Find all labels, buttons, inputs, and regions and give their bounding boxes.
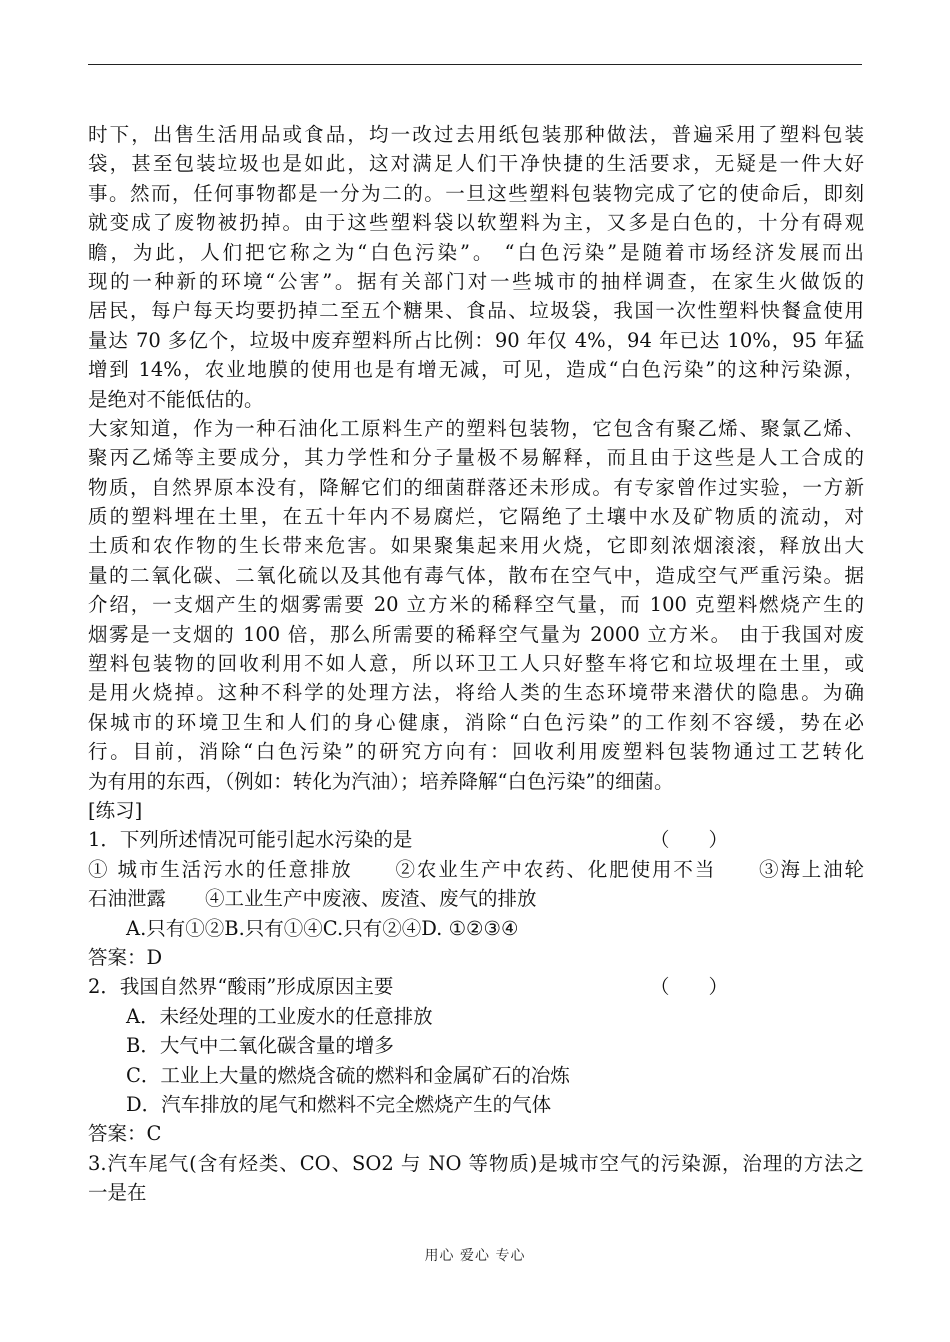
paragraph-white-pollution-intro [88, 120, 864, 414]
page-footer: 用心 爱心 专心 [424, 1248, 526, 1264]
question-stem: 1．下列所述情况可能引起水污染的是 [88, 828, 413, 852]
paragraph-plastic-hazards [88, 414, 864, 796]
paragraph-line: 行。目前，消除“白色污染”的研究方向有：回收利用废塑料包装物通过工艺转化 [88, 740, 864, 764]
paragraph-line: 居民，每户每天均要扔掉二至五个糖果、食品、垃圾袋，我国一次性塑料快餐盒使用 [88, 299, 864, 323]
paragraph-line: 介绍，一支烟产生的烟雾需要 20 立方米的稀释空气量，而 100 克塑料燃烧产生的 [88, 593, 864, 617]
paragraph-line: 烟雾是一支烟的 100 倍，那么所需要的稀释空气量为 2000 立方米。 由于我国对废 [88, 622, 864, 646]
question-answer: 答案：D [88, 945, 163, 969]
question-stem-line [88, 825, 864, 854]
question-2 [88, 972, 864, 1148]
paragraph-line: 是绝对不能低估的。 [88, 387, 264, 411]
document-body [88, 120, 864, 1207]
paragraph-line: 量的二氧化碳、二氧化硫以及其他有毒气体，散布在空气中，造成空气严重污染。据 [88, 563, 864, 587]
paragraph-line: 是用火烧掉。这种不科学的处理方法，将给人类的生态环境带来潜伏的隐患。为确 [88, 681, 864, 705]
answer-blank: （ ） [649, 975, 728, 999]
paragraph-line: 保城市的环境卫生和人们的身心健康，消除“白色污染”的工作刻不容缓，势在必 [88, 710, 864, 734]
question-option: C．工业上大量的燃烧含硫的燃料和金属矿石的冶炼 [126, 1063, 570, 1087]
question-stem-line [88, 972, 864, 1001]
paragraph-line: 事。然而，任何事物都是一分为二的。一旦这些塑料包装物完成了它的使命后，即刻 [88, 181, 864, 205]
paragraph-line: 塑料包装物的回收利用不如人意，所以环卫工人只好整车将它和垃圾埋在土里，或 [88, 652, 864, 676]
paragraph-line: 现的一种新的环境“公害”。据有关部门对一些城市的抽样调查，在家生火做饭的 [88, 269, 864, 293]
header-rule [88, 64, 862, 65]
question-text-line: 石油泄露 ④工业生产中废液、废渣、废气的排放 [88, 887, 537, 911]
question-3 [88, 1149, 864, 1208]
paragraph-line: 土质和农作物的生长带来危害。如果聚集起来用火烧，它即刻浓烟滚滚，释放出大 [88, 534, 864, 558]
question-text-line: ① 城市生活污水的任意排放 ②农业生产中农药、化肥使用不当 ③海上油轮 [88, 857, 864, 881]
question-option: D．汽车排放的尾气和燃料不完全燃烧产生的气体 [126, 1092, 552, 1116]
question-options: A.只有①②B.只有①④C.只有②④D. ①②③④ [126, 916, 519, 940]
paragraph-line: 瞻，为此，人们把它称之为“白色污染”。 “白色污染”是随着市场经济发展而出 [88, 240, 864, 264]
question-answer: 答案：C [88, 1122, 162, 1146]
paragraph-line: 聚丙乙烯等主要成分，其力学性和分子量极不易解释，而且由于这些是人工合成的 [88, 446, 864, 470]
paragraph-line: 物质，自然界原本没有，降解它们的细菌群落还未形成。有专家曾作过实验，一方新 [88, 475, 864, 499]
paragraph-line: 大家知道，作为一种石油化工原料生产的塑料包装物，它包含有聚乙烯、聚氯乙烯、 [88, 416, 864, 440]
answer-blank: （ ） [649, 828, 728, 852]
paragraph-line: 为有用的东西，（例如：转化为汽油）；培养降解“白色污染”的细菌。 [88, 769, 674, 793]
paragraph-line: 就变成了废物被扔掉。由于这些塑料袋以软塑料为主，又多是白色的，十分有碍观 [88, 211, 864, 235]
paragraph-line: 质的塑料埋在土里，在五十年内不易腐烂，它隔绝了土壤中水及矿物质的流动，对 [88, 505, 864, 529]
paragraph-line: 量达 70 多亿个，垃圾中废弃塑料所占比例：90 年仅 4%，94 年已达 10%，95 年猛 [88, 328, 864, 352]
question-1 [88, 825, 864, 972]
paragraph-line: 袋，甚至包装垃圾也是如此，这对满足人们干净快捷的生活要求，无疑是一件大好 [88, 152, 864, 176]
question-stem: 2．我国自然界“酸雨”形成原因主要 [88, 975, 394, 999]
paragraph-line: 增到 14%，农业地膜的使用也是有增无减，可见，造成“白色污染”的这种污染源， [88, 358, 864, 382]
question-stem: 3.汽车尾气(含有烃类、CO、SO2 与 NO 等物质)是城市空气的污染源，治理的方法之 [88, 1151, 864, 1175]
question-option: B．大气中二氧化碳含量的增多 [126, 1034, 394, 1058]
paragraph-line: 时下，出售生活用品或食品，均一改过去用纸包装那种做法，普遍采用了塑料包装 [88, 123, 864, 146]
question-stem-continued: 一是在 [88, 1181, 147, 1205]
exercise-header: [练习] [88, 798, 143, 822]
question-option: A．未经处理的工业废水的任意排放 [126, 1004, 433, 1028]
